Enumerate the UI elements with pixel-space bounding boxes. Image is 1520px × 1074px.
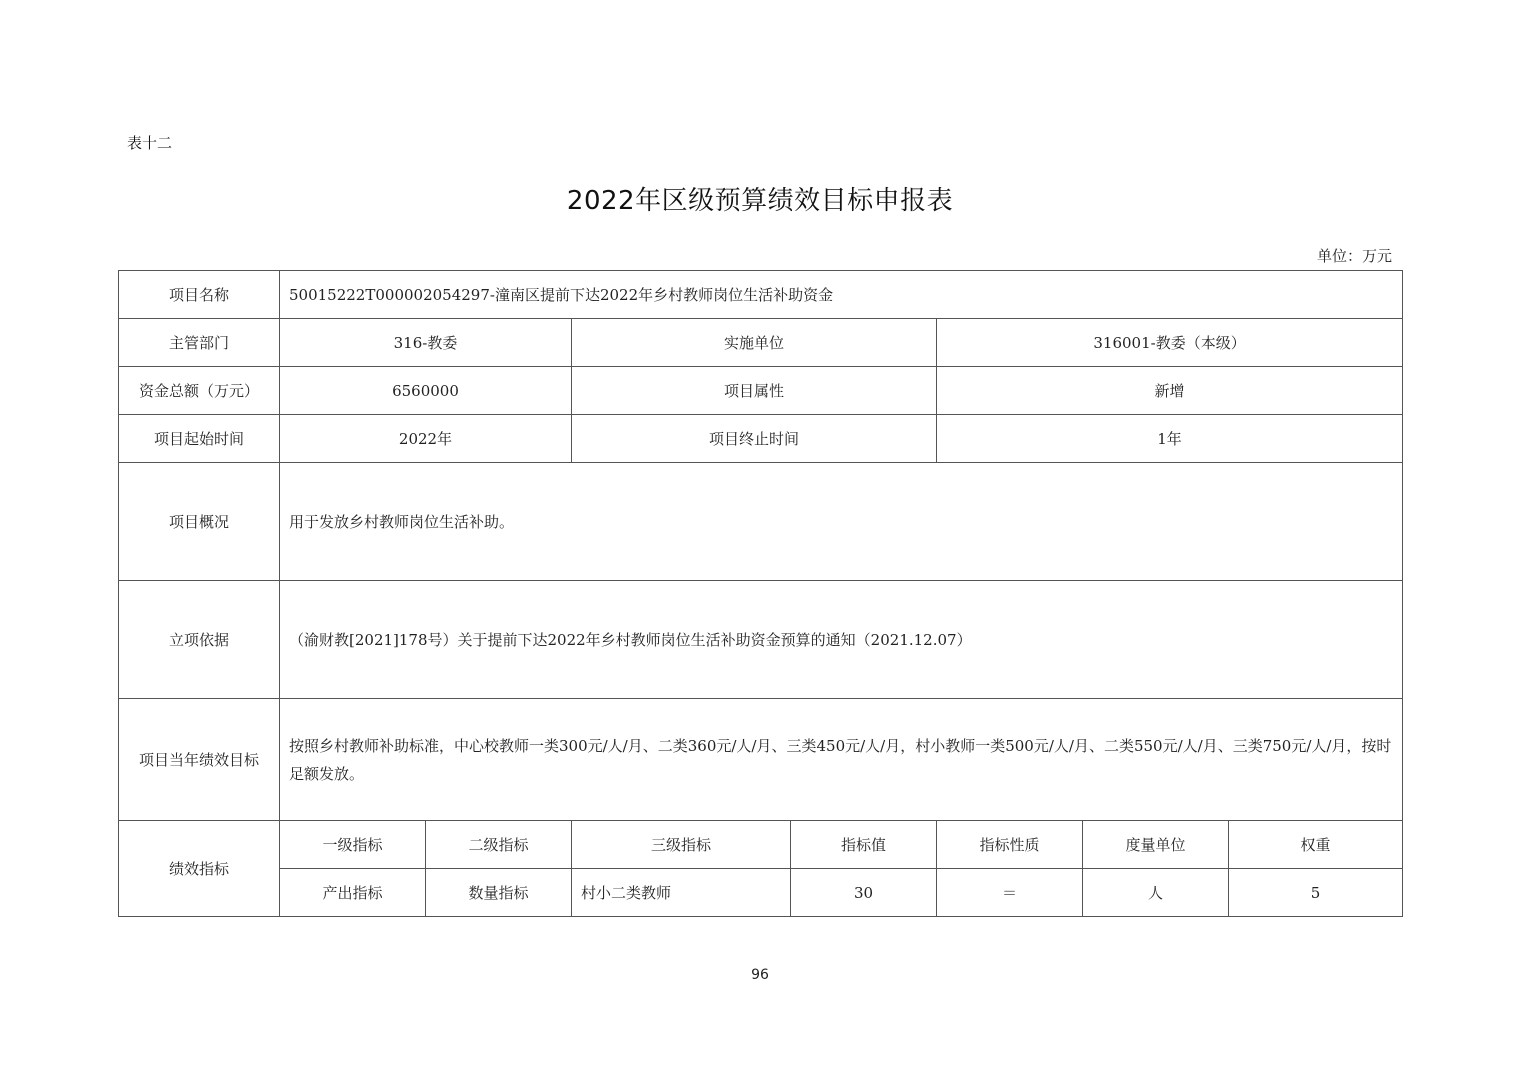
start-time-value: 2022年 <box>280 415 572 463</box>
table-row <box>119 699 1403 821</box>
project-name-value: 50015222T000002054297-潼南区提前下达2022年乡村教师岗位生活补助资金 <box>280 271 1403 319</box>
level1-cell: 产出指标 <box>280 869 426 917</box>
start-time-label: 项目起始时间 <box>119 415 280 463</box>
table-row <box>119 367 1403 415</box>
column-header: 权重 <box>1229 821 1403 869</box>
attribute-label: 项目属性 <box>572 367 937 415</box>
page-title: 2022年区级预算绩效目标申报表 <box>566 186 954 216</box>
table-row <box>119 581 1403 699</box>
performance-target-table <box>118 270 1403 917</box>
end-time-label: 项目终止时间 <box>572 415 937 463</box>
total-funds-value: 6560000 <box>280 367 572 415</box>
annual-goal-label: 项目当年绩效目标 <box>119 699 280 821</box>
table-row <box>119 869 1403 917</box>
level3-cell: 村小二类教师 <box>572 869 791 917</box>
column-header: 三级指标 <box>572 821 791 869</box>
overview-label: 项目概况 <box>119 463 280 581</box>
implementer-value: 316001-教委（本级） <box>937 319 1403 367</box>
project-name-label: 项目名称 <box>119 271 280 319</box>
column-header: 指标值 <box>791 821 937 869</box>
department-label: 主管部门 <box>119 319 280 367</box>
table-number-label: 表十二 <box>127 134 173 152</box>
column-header: 一级指标 <box>280 821 426 869</box>
implementer-label: 实施单位 <box>572 319 937 367</box>
annual-goal-value: 按照乡村教师补助标准，中心校教师一类300元/人/月、二类360元/人/月、三类450元/人/月，村小教师一类500元/人/月、二类550元/人/月、三类750元/人/月，按时足额发放。 <box>280 699 1403 821</box>
table-row <box>119 271 1403 319</box>
page-number: 96 <box>751 967 769 983</box>
indicators-label: 绩效指标 <box>119 821 280 917</box>
department-value: 316-教委 <box>280 319 572 367</box>
indicator-value-cell: 30 <box>791 869 937 917</box>
overview-value: 用于发放乡村教师岗位生活补助。 <box>280 463 1403 581</box>
attribute-value: 新增 <box>937 367 1403 415</box>
table-row <box>119 821 1403 869</box>
table-row <box>119 319 1403 367</box>
unit-label: 单位：万元 <box>1316 247 1392 265</box>
basis-value: （渝财教[2021]178号）关于提前下达2022年乡村教师岗位生活补助资金预算的通知（2021.12.07） <box>280 581 1403 699</box>
total-funds-label: 资金总额（万元） <box>119 367 280 415</box>
column-header: 指标性质 <box>937 821 1083 869</box>
measure-unit-cell: 人 <box>1083 869 1229 917</box>
basis-label: 立项依据 <box>119 581 280 699</box>
column-header: 二级指标 <box>426 821 572 869</box>
level2-cell: 数量指标 <box>426 869 572 917</box>
column-header: 度量单位 <box>1083 821 1229 869</box>
table-row <box>119 463 1403 581</box>
end-time-value: 1年 <box>937 415 1403 463</box>
weight-cell: 5 <box>1229 869 1403 917</box>
table-row <box>119 415 1403 463</box>
indicator-nature-cell: ＝ <box>937 869 1083 917</box>
